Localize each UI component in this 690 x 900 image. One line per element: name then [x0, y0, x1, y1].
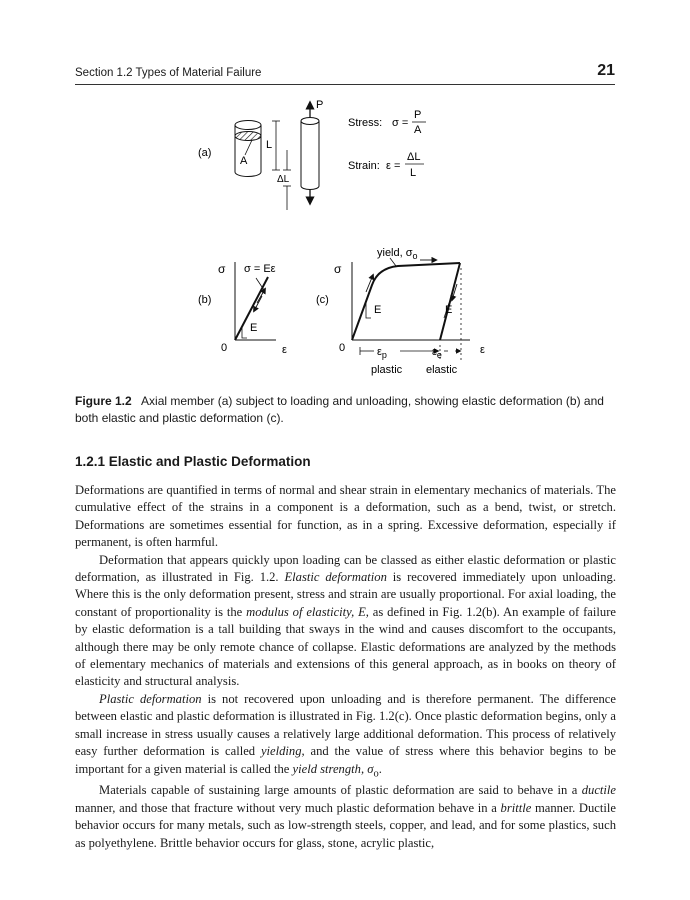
panel-a-label: (a) [198, 147, 212, 159]
panel-b-y-axis-label: σ [218, 262, 226, 276]
paragraph-1: Deformations are quantified in terms of normal and shear strain in elementary mechanics of materials. The cumulative effect of the strains in a component is a deformation, such as a bend, twist, or stretch. Deformations are sometimes essential for function, as in a spring. Excessive deformation, especially if permanent, is often harmful. [75, 483, 616, 550]
area-label: A [240, 155, 248, 167]
p4-text-a: Materials capable of sustaining large amounts of plastic deformation are said to behave in a [99, 783, 582, 798]
specimen-loaded [301, 103, 319, 203]
stress-numerator: P [414, 109, 422, 121]
panel-c-y-axis-label: σ [334, 262, 342, 276]
p3-yield-subscript: o [373, 768, 379, 780]
strain-label: Strain: [348, 160, 380, 172]
panel-c-x-axis-label: ε [480, 344, 485, 356]
page-number: 21 [597, 62, 615, 79]
p2-text-e: as defined in Fig. 1.2(b). An example of failure by elastic deformation is a tall building that sways in the wind and causes discomfort to the occupants, although there may be only remote chance of collapse. Elastic deformations are analyzed by the methods of elementary mechanics of materials and extensions of this general approach, as in books on theory of elasticity and structural analysis. [75, 604, 616, 689]
panel-c-modulus-right: E [445, 304, 453, 316]
panel-b-slope-triangle [242, 327, 247, 338]
panel-c-plastic-strain-sub: p [381, 350, 387, 360]
p3-term-yield-strength: yield strength, σ [292, 761, 374, 776]
figure-1-2 [0, 0, 690, 390]
stress-label: Stress: [348, 117, 383, 129]
figure-caption [75, 393, 620, 427]
area-leader [245, 140, 252, 155]
panel-c-elastic-strain-text: ε [432, 346, 437, 358]
p4-text-e: manner. Ductile behavior occurs for many metals, such as low-strength steels, copper, and lead, and for some plastics, such as polyethylene. Brittle behavior occurs for glass, stone, acrylic plastic, [75, 800, 616, 850]
panel-c-elastic-strain-sub: e [436, 350, 442, 360]
p2-text-a: Deformation that appears quickly upon loading can be classed as either elastic deformation or plastic deformation, as illustrated in Fig. 1.2. [75, 552, 616, 585]
panel-b-law-leader [256, 278, 264, 290]
p3-text-g: . [378, 761, 382, 776]
p2-text-c: is recovered immediately upon unloading. Where this is the only deformation present, stress and strain are usually proportional. For axial loading, the constant of proportionality is the [75, 570, 616, 619]
panel-b-modulus: E [250, 322, 258, 334]
paragraph-3 [75, 691, 616, 783]
p2-term-modulus: modulus of elasticity, E, [246, 604, 369, 619]
strain-denominator: L [410, 167, 417, 179]
paragraph-2 [75, 552, 616, 691]
length-dimension [272, 121, 280, 170]
strain-symbol: ε = [386, 160, 401, 172]
panel-c-modulus-left: E [374, 304, 382, 316]
p3-term-plastic-deformation: Plastic deformation [99, 691, 202, 706]
panel-c-plastic-label: plastic [371, 364, 403, 376]
panel-c-elastic-label: elastic [426, 364, 458, 376]
panel-c-yield-label [377, 247, 418, 261]
section-heading: 1.2.1 Elastic and Plastic Deformation [75, 454, 311, 469]
load-label: P [316, 99, 324, 111]
p3-term-yielding: yielding, [260, 744, 305, 759]
panel-c-origin: 0 [339, 342, 346, 354]
p4-term-ductile: ductile [581, 783, 616, 798]
panel-c-elastic-strain [432, 346, 442, 360]
paragraph-4 [75, 782, 616, 852]
p4-text-c: manner, and those that fracture without very much plastic deformation behave in a [75, 800, 501, 815]
stress-symbol: σ = [392, 117, 409, 129]
panel-c-unloading-line [440, 263, 460, 340]
panel-b-x-axis-label: ε [282, 344, 287, 356]
p4-term-brittle: brittle [500, 800, 532, 815]
panel-b-origin: 0 [221, 342, 228, 354]
panel-b-law: σ = Eε [244, 263, 276, 275]
header-section: Section 1.2 Types of Material Failure [75, 67, 262, 79]
panel-c-plastic-strain [377, 346, 387, 360]
panel-c-label: (c) [316, 294, 329, 306]
strain-numerator: ΔL [407, 151, 421, 163]
p3-text-b: is not recovered upon unloading and is therefore permanent. The difference between elastic and plastic deformation is illustrated in Fig. 1.2(c). Once plastic deformation begins, only a small increase in stress usually causes a relatively large additional deformation. This process of relatively easy further deformation is called [75, 691, 616, 759]
caption-label: Figure 1.2 [75, 394, 132, 408]
panel-c-yield-sub: o [412, 251, 418, 261]
panel-b-label: (b) [198, 294, 212, 306]
caption-text: Axial member (a) subject to loading and unloading, showing elastic deformation (b) and both elastic and plastic deformation (c). [75, 394, 604, 425]
p3-text-d: and the value of stress where this behavior begins to be important for a given material is called the [75, 744, 616, 776]
panel-c-slope-triangle-left [366, 303, 371, 318]
panel-c-yield-text: yield, σ [377, 247, 413, 259]
p2-term-elastic-deformation: Elastic deformation [284, 570, 387, 585]
panel-c-yield-leader [390, 258, 396, 266]
body-text [75, 482, 616, 852]
length-label: L [266, 139, 273, 151]
elongation-label: ΔL [277, 174, 290, 185]
stress-denominator: A [414, 124, 422, 136]
panel-c-plastic-strain-text: ε [377, 346, 382, 358]
